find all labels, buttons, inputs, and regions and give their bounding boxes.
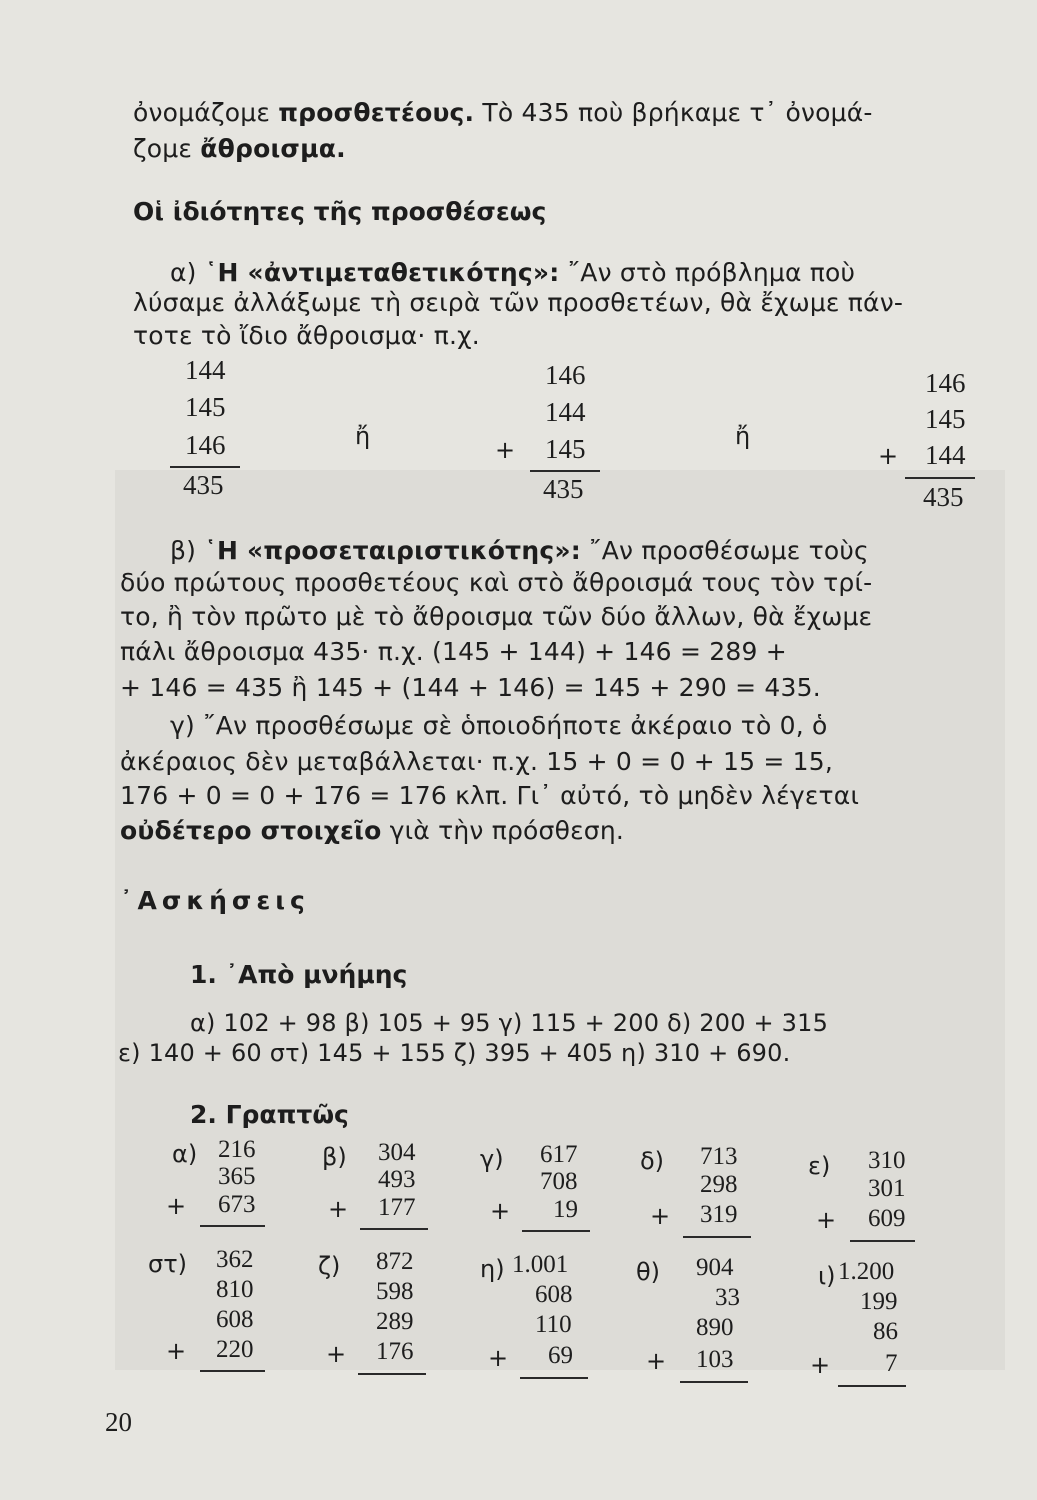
ex-f-rule — [200, 1370, 265, 1372]
ex-d-rule — [683, 1236, 751, 1238]
sum3-addend-3: 144 — [925, 440, 966, 470]
sum2-addend-2: 144 — [545, 397, 586, 427]
plus-sign: + — [816, 1206, 837, 1234]
property-c-line-4 — [120, 815, 624, 847]
ex-c-n3: 19 — [553, 1196, 578, 1223]
oral-line-1: α) 102 + 98 β) 105 + 95 γ) 115 + 200 δ) 200 + 315 — [190, 1009, 829, 1037]
sum2-rule — [530, 470, 600, 472]
ex-h-n2: 608 — [535, 1281, 573, 1308]
ex-b-n1: 304 — [378, 1139, 416, 1166]
plus-sign: + — [878, 442, 899, 470]
ex-f-n2: 810 — [216, 1276, 254, 1303]
label: β) — [170, 536, 205, 565]
plus-sign: + — [488, 1344, 509, 1372]
property-b-line-1 — [170, 535, 869, 567]
ex-b-n3: 177 — [378, 1194, 416, 1221]
ex-e-n2: 301 — [868, 1175, 906, 1202]
oral-line-2: ε) 140 + 60 στ) 145 + 155 ζ) 395 + 405 η) 310 + 690. — [118, 1039, 791, 1067]
properties-heading: Οἱ ἰδιότητες τῆς προσθέσεως — [133, 197, 547, 226]
plus-sign: + — [326, 1340, 347, 1368]
text: ὀνομάζομε — [133, 98, 279, 127]
sum1-addend-2: 145 — [185, 392, 226, 422]
ex-h-n3: 110 — [535, 1311, 572, 1338]
text: ῎Αν στὸ πρόβλημα ποὺ — [559, 258, 856, 287]
page-number: 20 — [105, 1407, 132, 1437]
ex-f-label: στ) — [148, 1250, 188, 1278]
plus-sign: + — [166, 1337, 187, 1365]
ex-d-n3: 319 — [700, 1201, 738, 1228]
ex-d-n2: 298 — [700, 1171, 738, 1198]
ex-f-n3: 608 — [216, 1306, 254, 1333]
ex-d-n1: 713 — [700, 1143, 738, 1170]
ex-j-n2: 199 — [860, 1288, 898, 1315]
ex-b-rule — [360, 1228, 428, 1230]
plus-sign: + — [490, 1197, 511, 1225]
ex-a-n2: 365 — [218, 1163, 256, 1190]
ex-c-n2: 708 — [540, 1168, 578, 1195]
term-sum: ἄθροισμα. — [200, 134, 346, 163]
property-a-line-1 — [170, 257, 855, 289]
plus-sign: + — [650, 1202, 671, 1230]
property-b-line-5: + 146 = 435 ἢ 145 + (144 + 146) = 145 + 290 = 435. — [120, 673, 821, 702]
ex-j-rule — [838, 1385, 906, 1387]
ex-c-label: γ) — [480, 1145, 504, 1173]
ex-b-label: β) — [322, 1143, 347, 1171]
label: α) — [170, 258, 205, 287]
plus-sign: + — [328, 1195, 349, 1223]
ex-e-n1: 310 — [868, 1147, 906, 1174]
sum3-total: 435 — [923, 482, 964, 512]
intro-line-2 — [133, 133, 346, 165]
property-b-title: ῾Η «προσεταιριστικότης»: — [204, 536, 581, 565]
ex-f-n4: 220 — [216, 1336, 254, 1363]
sum2-total: 435 — [543, 474, 584, 504]
ex-b-n2: 493 — [378, 1166, 416, 1193]
oral-heading: 1. ᾿Απὸ μνήμης — [190, 960, 408, 989]
ex-e-rule — [850, 1240, 915, 1242]
exercises-heading: ᾿Ασκήσεις — [120, 886, 310, 915]
plus-sign: + — [646, 1347, 667, 1375]
text: γιὰ τὴν πρόσθεση. — [381, 816, 625, 845]
property-a-line-3: τοτε τὸ ἴδιο ἄθροισμα· π.χ. — [133, 321, 480, 350]
property-b-line-2: δύο πρώτους προσθετέους καὶ στὸ ἄθροισμά τους τὸν τρί- — [120, 568, 873, 597]
ex-c-rule — [522, 1230, 590, 1232]
sum3-addend-1: 146 — [925, 368, 966, 398]
ex-j-n3: 86 — [873, 1318, 898, 1345]
term-addends: προσθετέους. — [278, 98, 475, 127]
ex-a-label: α) — [172, 1140, 198, 1168]
text: Τὸ 435 ποὺ βρήκαμε τ᾿ ὀνομά- — [474, 98, 873, 127]
ex-f-n1: 362 — [216, 1246, 254, 1273]
ex-j-label: ι) — [818, 1262, 836, 1290]
ex-i-n4: 103 — [696, 1346, 734, 1373]
property-c-line-1: γ) ῎Αν προσθέσωμε σὲ ὁποιοδήποτε ἀκέραιο τὸ 0, ὁ — [170, 711, 828, 740]
ex-g-n2: 598 — [376, 1278, 414, 1305]
ex-a-n1: 216 — [218, 1136, 256, 1163]
ex-j-n1: 1.200 — [838, 1258, 895, 1285]
property-b-line-4: πάλι ἄθροισμα 435· π.χ. (145 + 144) + 146 = 289 + — [120, 637, 787, 666]
property-c-line-2: ἀκέραιος δὲν μεταβάλλεται· π.χ. 15 + 0 = 0 + 15 = 15, — [120, 747, 834, 776]
property-b-line-3: το, ἢ τὸν πρῶτο μὲ τὸ ἄθροισμα τῶν δύο ἄλλων, θὰ ἔχωμε — [120, 602, 873, 631]
text: ῎Αν προσθέσωμε τοὺς — [580, 536, 869, 565]
ex-g-n3: 289 — [376, 1308, 414, 1335]
ex-h-n4: 69 — [548, 1342, 573, 1369]
ex-h-n1: 1.001 — [512, 1251, 569, 1278]
plus-sign: + — [810, 1351, 831, 1379]
plus-sign: + — [495, 436, 516, 464]
property-a-title: ῾Η «ἀντιμεταθετικότης»: — [204, 258, 560, 287]
ex-d-label: δ) — [640, 1147, 665, 1175]
property-a-line-2: λύσαμε ἀλλάξωμε τὴ σειρὰ τῶν προσθετέων, θὰ ἔχωμε πάν- — [133, 288, 904, 317]
or-word-2: ἤ — [735, 422, 751, 450]
ex-g-n4: 176 — [376, 1338, 414, 1365]
ex-e-label: ε) — [808, 1152, 831, 1180]
ex-g-n1: 872 — [376, 1248, 414, 1275]
plus-sign: + — [166, 1192, 187, 1220]
term-neutral-element: οὐδέτερο στοιχεῖο — [120, 816, 382, 845]
property-c-line-3: 176 + 0 = 0 + 176 = 176 κλπ. Γι᾿ αὐτό, τὸ μηδὲν λέγεται — [120, 781, 860, 810]
written-heading: 2. Γραπτῶς — [190, 1100, 349, 1129]
sum2-addend-1: 146 — [545, 360, 586, 390]
ex-h-rule — [520, 1377, 588, 1379]
sum1-addend-1: 144 — [185, 355, 226, 385]
ex-i-n1: 904 — [696, 1254, 734, 1281]
sum3-rule — [905, 477, 975, 479]
sum1-total: 435 — [183, 470, 224, 500]
ex-i-rule — [680, 1381, 748, 1383]
ex-a-n3: 673 — [218, 1191, 256, 1218]
ex-i-n2: 33 — [715, 1284, 740, 1311]
ex-e-n3: 609 — [868, 1205, 906, 1232]
or-word-1: ἤ — [355, 422, 371, 450]
sum1-rule — [170, 466, 240, 468]
ex-i-label: θ) — [636, 1258, 661, 1286]
ex-j-n4: 7 — [885, 1350, 898, 1377]
intro-line-1 — [133, 97, 873, 129]
ex-g-rule — [358, 1373, 426, 1375]
ex-i-n3: 890 — [696, 1314, 734, 1341]
ex-h-label: η) — [480, 1255, 505, 1283]
ex-g-label: ζ) — [318, 1252, 341, 1280]
ex-a-rule — [200, 1225, 265, 1227]
sum1-addend-3: 146 — [185, 430, 226, 460]
sum2-addend-3: 145 — [545, 434, 586, 464]
text: ζομε — [133, 134, 201, 163]
sum3-addend-2: 145 — [925, 404, 966, 434]
ex-c-n1: 617 — [540, 1141, 578, 1168]
